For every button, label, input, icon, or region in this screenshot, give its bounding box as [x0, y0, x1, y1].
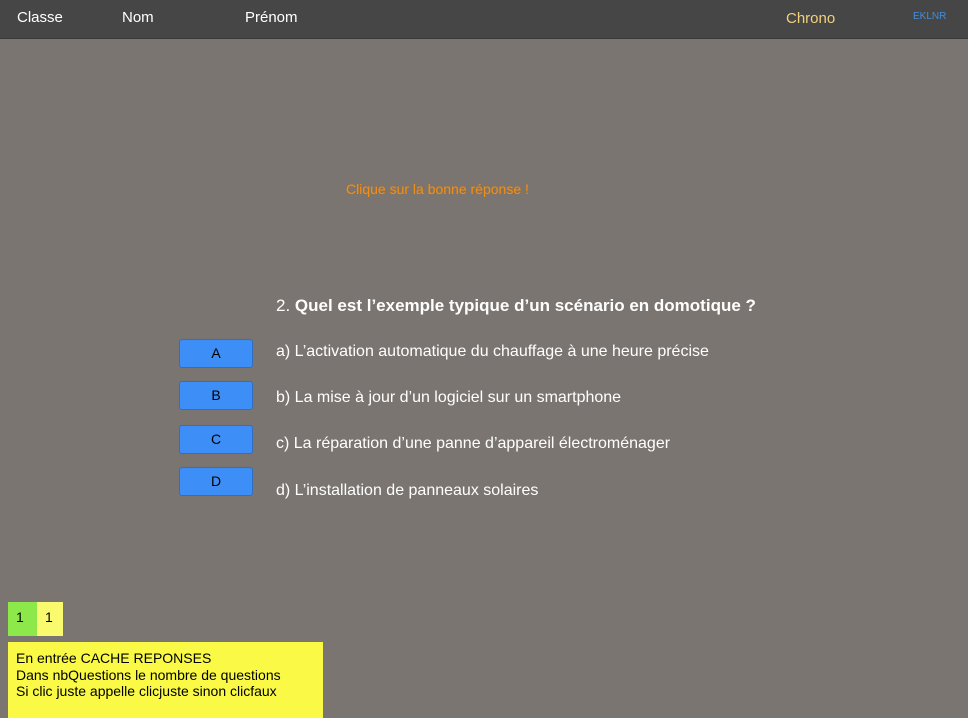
- note-line: Dans nbQuestions le nombre de questions: [16, 666, 281, 683]
- answer-c-button[interactable]: C: [179, 425, 253, 454]
- prenom-label: Prénom: [245, 9, 298, 26]
- question-counter: 1: [37, 602, 63, 636]
- classe-label: Classe: [17, 9, 63, 26]
- question-number: 2.: [276, 296, 291, 315]
- answer-d-text: d) L’installation de panneaux solaires: [276, 482, 539, 499]
- note-line: En entrée CACHE REPONSES: [16, 650, 212, 666]
- nom-label: Nom: [122, 9, 154, 26]
- code-label: EKLNR: [913, 11, 947, 22]
- answer-a-text: a) L’activation automatique du chauffage à une heure précise: [276, 343, 709, 360]
- question: [276, 296, 756, 316]
- top-bar: [0, 0, 968, 39]
- notes-box: [8, 642, 323, 718]
- answer-b-text: b) La mise à jour d’un logiciel sur un smartphone: [276, 389, 622, 406]
- answer-c-text: c) La réparation d’une panne d’appareil électroménager: [276, 435, 671, 452]
- answer-b-button[interactable]: B: [179, 381, 253, 410]
- answer-d-button[interactable]: D: [179, 467, 253, 496]
- note-line: Si clic juste appelle clicjuste sinon clicfaux: [16, 683, 277, 699]
- chrono-label: Chrono: [786, 10, 836, 27]
- question-text: Quel est l’exemple typique d’un scénario en domotique ?: [294, 296, 756, 315]
- answer-a-button[interactable]: A: [179, 339, 253, 368]
- score-counter: 1: [8, 602, 37, 636]
- instruction-text: Clique sur la bonne réponse !: [346, 181, 529, 197]
